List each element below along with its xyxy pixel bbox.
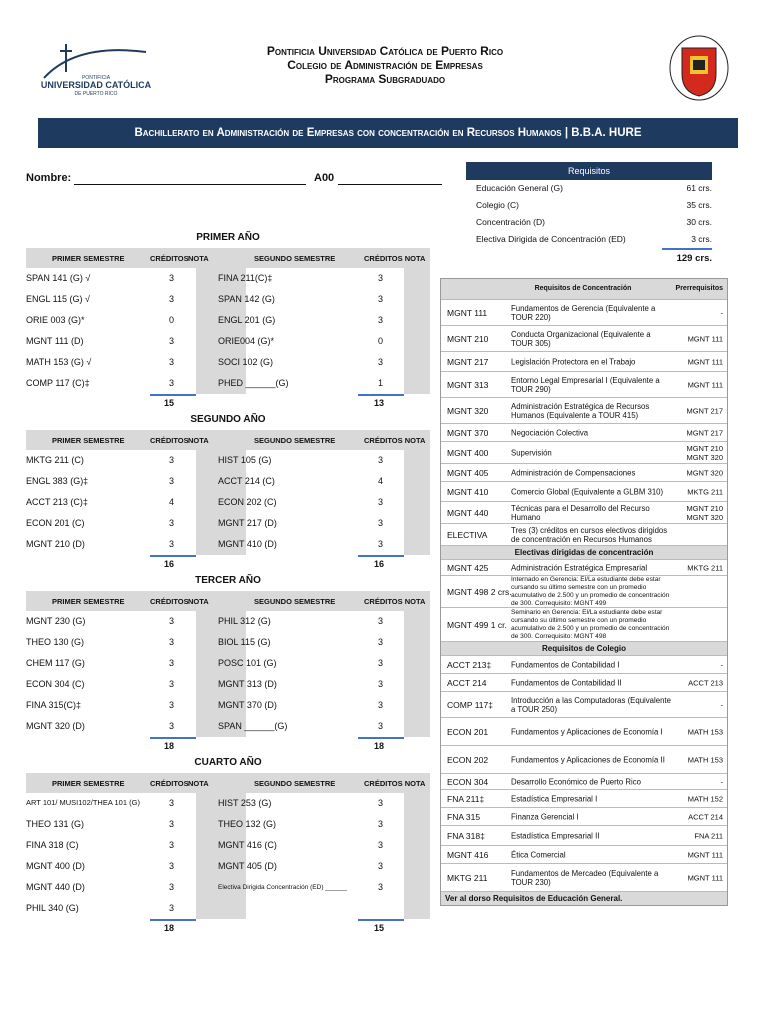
credits-first: 3 <box>169 539 175 549</box>
course-row <box>26 450 430 471</box>
course-requirement-row <box>441 397 727 423</box>
course-requirement-row <box>441 655 727 673</box>
year-title: TERCER AÑO <box>195 575 261 586</box>
course-row <box>26 793 430 814</box>
course-row <box>26 611 430 632</box>
credits-second: 3 <box>378 637 384 647</box>
requirement-item <box>466 197 712 214</box>
credits-second: 3 <box>378 882 384 892</box>
prerequisite: - <box>720 660 723 669</box>
requirement-item <box>466 214 712 231</box>
course-second: ORIE004 (G)* <box>218 336 275 346</box>
course-code: FNA 211‡ <box>447 793 485 804</box>
course-second: MGNT 416 (C) <box>218 840 277 850</box>
course-row <box>26 373 430 394</box>
course-second: PHED ______(G) <box>218 378 289 388</box>
semester-header-row <box>26 248 430 268</box>
prerequisite: ACCT 213 <box>688 678 723 687</box>
course-requirement-row <box>441 863 727 891</box>
course-title: Administración Estratégica Empresarial <box>511 563 648 572</box>
credits-first: 3 <box>169 616 175 626</box>
course-first: FINA 318 (C) <box>26 840 79 850</box>
program-banner: Bachillerato en Administración de Empresas con concentración en Recursos Humanos | B.B.A. HURE <box>38 118 738 148</box>
course-title: Comercio Global (Equivalente a GLBM 310) <box>511 487 664 496</box>
course-first: MGNT 210 (D) <box>26 539 85 549</box>
course-title: Negociación Colectiva <box>511 428 589 437</box>
requirement-label: Educación General (G) <box>476 183 563 193</box>
course-title: Fundamentos y Aplicaciones de Economía I <box>511 727 663 736</box>
semester-header-row <box>26 773 430 793</box>
course-row <box>26 898 430 919</box>
course-title: Tres (3) créditos en cursos electivos dirigidos de concentración en Recursos Humanos <box>511 525 668 544</box>
directed-electives-header: Electivas dirigidas de concentración <box>441 545 727 559</box>
requirements-title: Requisitos <box>466 162 712 180</box>
course-second: FINA 211(C)‡ <box>218 273 273 283</box>
second-semester-total: 16 <box>374 559 385 569</box>
course-requirement-row <box>441 523 727 545</box>
year-title: CUARTO AÑO <box>194 757 262 768</box>
credits-first: 3 <box>169 455 175 465</box>
course-code: ELECTIVA <box>447 529 488 540</box>
prerequisite: MGNT 111 <box>687 357 723 366</box>
course-second: MGNT 370 (D) <box>218 700 277 710</box>
prerequisite: MGNT 111 <box>687 380 723 389</box>
credits-first: 3 <box>169 658 175 668</box>
year-title: SEGUNDO AÑO <box>190 414 266 425</box>
credits-header: CRÉDITOS <box>150 436 189 445</box>
course-row <box>26 289 430 310</box>
course-second: ACCT 214 (C) <box>218 476 275 486</box>
credits-first: 3 <box>169 798 175 808</box>
prerequisite: MGNT 111 <box>687 873 723 882</box>
course-row <box>26 310 430 331</box>
course-title: Supervisión <box>511 448 552 457</box>
requirement-credits: 61 crs. <box>686 183 712 193</box>
credits-grade-header: CRÉDITOS NOTA <box>364 254 426 263</box>
requirement-item <box>466 231 712 248</box>
credits-first: 3 <box>169 840 175 850</box>
requirement-label: Colegio (C) <box>476 200 519 210</box>
prerequisite: MKTG 211 <box>687 487 723 496</box>
course-requirement-row <box>441 501 727 523</box>
credits-first: 3 <box>169 637 175 647</box>
course-requirement-row <box>441 789 727 807</box>
course-first: ORIE 003 (G)* <box>26 315 85 325</box>
course-title: Fundamentos de Mercadeo (Equivalente a TOUR 230) <box>511 868 659 887</box>
course-row <box>26 856 430 877</box>
credits-second: 3 <box>378 455 384 465</box>
credits-first: 3 <box>169 721 175 731</box>
course-title: Desarrollo Económico de Puerto Rico <box>511 777 642 786</box>
prerequisite: MATH 153 <box>687 727 723 736</box>
grade-header: NOTA <box>188 436 209 445</box>
prerequisite: - <box>720 700 723 709</box>
credits-second: 3 <box>378 679 384 689</box>
course-title: Estadística Empresarial I <box>511 794 598 803</box>
course-code: COMP 117‡ <box>447 699 493 710</box>
course-second: Electiva Dirigida Concentración (ED) ______ <box>218 884 347 891</box>
course-code: MGNT 210 <box>447 333 489 344</box>
second-semester-header: SEGUNDO SEMESTRE <box>254 254 336 263</box>
course-row <box>26 835 430 856</box>
credits-grade-header: CRÉDITOS NOTA <box>364 597 426 606</box>
credits-first: 4 <box>169 497 175 507</box>
course-second: ENGL 201 (G) <box>218 315 276 325</box>
course-first: MGNT 230 (G) <box>26 616 86 626</box>
course-second: MGNT 405 (D) <box>218 861 277 871</box>
requirement-label: Electiva Dirigida de Concentración (ED) <box>476 234 626 244</box>
credits-second: 1 <box>378 378 384 388</box>
svg-text:UNIVERSIDAD CATÓLICA: UNIVERSIDAD CATÓLICA <box>40 80 152 90</box>
name-field[interactable] <box>74 184 306 185</box>
course-code: ACCT 214 <box>447 677 487 688</box>
course-code: ECON 201 <box>447 726 489 737</box>
credits-second: 3 <box>378 840 384 850</box>
course-code: MGNT 416 <box>447 849 489 860</box>
id-label: A00 <box>314 172 335 184</box>
credits-header: CRÉDITOS <box>150 254 189 263</box>
total-underline <box>358 555 404 557</box>
id-field[interactable] <box>338 184 442 185</box>
course-title: Entorno Legal Empresarial I (Equivalente a TOUR 290) <box>511 375 660 394</box>
course-requirement-row <box>441 575 727 607</box>
credits-second: 3 <box>378 273 384 283</box>
total-underline <box>150 919 196 921</box>
course-code: MGNT 370 <box>447 427 489 438</box>
second-semester-header: SEGUNDO SEMESTRE <box>254 779 336 788</box>
credits-grade-header: CRÉDITOS NOTA <box>364 779 426 788</box>
course-first: ACCT 213 (C)‡ <box>26 497 88 507</box>
first-semester-total: 18 <box>164 923 175 933</box>
course-first: ECON 304 (C) <box>26 679 85 689</box>
course-first: MGNT 111 (D) <box>26 336 84 346</box>
college-name: Colegio de Administración de Empresas <box>287 58 483 72</box>
requirements-summary <box>466 162 712 267</box>
total-underline <box>358 919 404 921</box>
prerequisite: MKTG 211 <box>687 563 723 572</box>
course-code: MGNT 440 <box>447 507 489 518</box>
first-semester-header: PRIMER SEMESTRE <box>52 597 125 606</box>
credits-first: 3 <box>169 378 175 388</box>
course-row <box>26 653 430 674</box>
course-title: Técnicas para el Desarrollo del Recurso Humano <box>511 503 650 522</box>
course-first: PHIL 340 (G) <box>26 903 79 913</box>
program-name: Programa Subgraduado <box>324 72 446 86</box>
requirement-credits: 3 crs. <box>691 234 712 244</box>
grade-header: NOTA <box>188 597 209 606</box>
course-second: HIST 105 (G) <box>218 455 272 465</box>
concentration-header-label: Requisitos de Concentración <box>534 285 632 292</box>
second-semester-header: SEGUNDO SEMESTRE <box>254 597 336 606</box>
course-code: ECON 202 <box>447 754 489 765</box>
prerequisite: MGNT 111 <box>687 850 723 859</box>
credits-first: 3 <box>169 679 175 689</box>
credits-first: 3 <box>169 273 175 283</box>
course-code: ACCT 213‡ <box>447 659 492 670</box>
course-requirement-row <box>441 423 727 441</box>
prerequisite: MGNT 320 <box>686 468 723 477</box>
prerequisite: MATH 153 <box>687 755 723 764</box>
course-row <box>26 695 430 716</box>
course-first: ECON 201 (C) <box>26 518 85 528</box>
course-first: MGNT 440 (D) <box>26 882 85 892</box>
total-underline <box>358 394 404 396</box>
prerequisites-header: Prerrequisitos <box>675 285 723 292</box>
credits-second: 3 <box>378 315 384 325</box>
credits-grade-header: CRÉDITOS NOTA <box>364 436 426 445</box>
course-row <box>26 534 430 555</box>
course-title: Ética Comercial <box>511 850 566 859</box>
prerequisite: FNA 211 <box>694 831 723 840</box>
first-semester-header: PRIMER SEMESTRE <box>52 254 125 263</box>
course-code: MGNT 410 <box>447 486 489 497</box>
requirements-total: 129 crs. <box>676 253 712 264</box>
second-semester-total: 13 <box>374 398 385 408</box>
course-first: MKTG 211 (C) <box>26 455 84 465</box>
semester-header-row <box>26 591 430 611</box>
course-title: Legislación Protectora en el Trabajo <box>511 357 636 366</box>
credits-header: CRÉDITOS <box>150 779 189 788</box>
course-title: Fundamentos de Gerencia (Equivalente a TOUR 220) <box>511 303 656 322</box>
credits-second: 3 <box>378 497 384 507</box>
semester-header-row <box>26 430 430 450</box>
course-title: Fundamentos de Contabilidad II <box>511 678 622 687</box>
credits-second: 3 <box>378 539 384 549</box>
course-first: THEO 130 (G) <box>26 637 85 647</box>
course-row <box>26 674 430 695</box>
course-requirement-row <box>441 691 727 717</box>
first-semester-header: PRIMER SEMESTRE <box>52 436 125 445</box>
course-requirement-row <box>441 607 727 641</box>
second-semester-total: 18 <box>374 741 385 751</box>
course-title: Seminario en Gerencia: El/La estudiante debe estar cursando su último semestre con un promedio acumulativo de 2.500 y un promedio de concentración de 300. Correquisito: MGNT 498 <box>511 608 670 640</box>
course-first: CHEM 117 (G) <box>26 658 85 668</box>
name-label: Nombre: <box>26 172 72 184</box>
prerequisite: MATH 152 <box>687 794 723 803</box>
course-second: HIST 253 (G) <box>218 798 272 808</box>
course-second: PHIL 312 (G) <box>218 616 271 626</box>
course-requirement-row <box>441 463 727 481</box>
credits-first: 3 <box>169 819 175 829</box>
course-first: ENGL 115 (G) √ <box>26 294 90 304</box>
prerequisite: - <box>720 777 723 786</box>
course-code: ECON 304 <box>447 776 489 787</box>
course-second: BIOL 115 (G) <box>218 637 271 647</box>
credits-second: 3 <box>378 819 384 829</box>
course-code: FNA 318‡ <box>447 830 485 841</box>
course-requirement-row <box>441 441 727 463</box>
course-code: MGNT 313 <box>447 379 489 390</box>
course-first: MGNT 400 (D) <box>26 861 85 871</box>
course-requirement-row <box>441 351 727 371</box>
course-requirement-row <box>441 481 727 501</box>
grade-header: NOTA <box>188 779 209 788</box>
course-requirement-row <box>441 807 727 825</box>
course-first: ART 101/ MUSI102/THEA 101 (G) <box>26 798 140 807</box>
credits-header: CRÉDITOS <box>150 597 189 606</box>
requirement-credits: 30 crs. <box>686 217 712 227</box>
credits-second: 3 <box>378 700 384 710</box>
course-first: COMP 117 (C)‡ <box>26 378 90 388</box>
total-underline <box>358 737 404 739</box>
prerequisite: MGNT 111 <box>687 334 723 343</box>
course-first: ENGL 383 (G)‡ <box>26 476 89 486</box>
total-underline <box>150 555 196 557</box>
course-code: MGNT 217 <box>447 356 489 367</box>
course-row <box>26 268 430 289</box>
course-requirement-row <box>441 773 727 789</box>
credits-second: 3 <box>378 357 384 367</box>
course-title: Administración de Compensaciones <box>511 468 636 477</box>
course-code: MGNT 425 <box>447 562 489 573</box>
course-second: MGNT 217 (D) <box>218 518 277 528</box>
course-row <box>26 331 430 352</box>
course-requirement-row <box>441 559 727 575</box>
course-code: MGNT 405 <box>447 467 489 478</box>
course-code: MGNT 499 1 cr. <box>447 619 507 630</box>
course-row <box>26 814 430 835</box>
course-row <box>26 632 430 653</box>
credits-second: 3 <box>378 294 384 304</box>
course-second: SPAN 142 (G) <box>218 294 275 304</box>
college-requirements-header: Requisitos de Colegio <box>441 641 727 655</box>
course-title: Internado en Gerencia: El/La estudiante debe estar cursando su último semestre con un promedio acumulativo de 2.500 y un promedio de concentración de 300. Correquisito: MGNT 499 <box>511 575 670 607</box>
course-row <box>26 877 430 898</box>
first-semester-total: 18 <box>164 741 175 751</box>
course-row <box>26 492 430 513</box>
document-header <box>170 44 600 86</box>
university-logo <box>36 38 156 100</box>
course-title: Administración Estratégica de Recursos Humanos (Equivalente a TOUR 415) <box>511 401 650 420</box>
course-first: MGNT 320 (D) <box>26 721 85 731</box>
credits-second: 4 <box>378 476 384 486</box>
course-title: Introducción a las Computadoras (Equivalente a TOUR 250) <box>511 695 671 714</box>
course-row <box>26 352 430 373</box>
course-first: MATH 153 (G) √ <box>26 357 92 367</box>
grade-header: NOTA <box>188 254 209 263</box>
course-requirement-row <box>441 717 727 745</box>
credits-second: 3 <box>378 798 384 808</box>
credits-first: 3 <box>169 518 175 528</box>
total-underline <box>150 737 196 739</box>
requirement-credits: 35 crs. <box>686 200 712 210</box>
course-title: Finanza Gerencial I <box>511 812 579 821</box>
requirement-label: Concentración (D) <box>476 217 545 227</box>
requirement-item <box>466 180 712 197</box>
university-name: Pontificia Universidad Católica de Puerto Rico <box>266 44 504 58</box>
concentration-table <box>440 278 728 906</box>
first-semester-header: PRIMER SEMESTRE <box>52 779 125 788</box>
year-title: PRIMER AÑO <box>196 232 260 243</box>
credits-second: 0 <box>378 336 384 346</box>
course-row <box>26 513 430 534</box>
prerequisite: ACCT 214 <box>688 812 723 821</box>
course-title: Conducta Organizacional (Equivalente a TOUR 305) <box>511 329 651 348</box>
course-row <box>26 716 430 737</box>
course-requirement-row <box>441 371 727 397</box>
course-second: THEO 132 (G) <box>218 819 277 829</box>
course-plan <box>26 168 430 974</box>
credits-first: 3 <box>169 903 175 913</box>
first-semester-total: 16 <box>164 559 175 569</box>
second-semester-header: SEGUNDO SEMESTRE <box>254 436 336 445</box>
prerequisite: MGNT 210 MGNT 320 <box>686 503 723 522</box>
course-requirement-row <box>441 673 727 691</box>
credits-first: 3 <box>169 294 175 304</box>
course-requirement-row <box>441 845 727 863</box>
course-row <box>26 471 430 492</box>
course-first: FINA 315(C)‡ <box>26 700 82 710</box>
college-seal <box>668 34 730 102</box>
course-second: MGNT 313 (D) <box>218 679 277 689</box>
credits-second: 3 <box>378 616 384 626</box>
prerequisite: MGNT 217 <box>686 428 723 437</box>
credits-second: 3 <box>378 518 384 528</box>
course-code: MGNT 111 <box>447 307 488 318</box>
course-first: THEO 131 (G) <box>26 819 85 829</box>
svg-text:DE PUERTO RICO: DE PUERTO RICO <box>74 91 118 97</box>
credits-first: 0 <box>169 315 175 325</box>
credits-second: 3 <box>378 861 384 871</box>
course-requirement-row <box>441 745 727 773</box>
credits-first: 3 <box>169 700 175 710</box>
prerequisite: MGNT 217 <box>686 406 723 415</box>
course-code: MGNT 400 <box>447 447 489 458</box>
credits-first: 3 <box>169 476 175 486</box>
credits-first: 3 <box>169 882 175 892</box>
credits-second: 3 <box>378 721 384 731</box>
course-first: SPAN 141 (G) √ <box>26 273 91 283</box>
course-second: POSC 101 (G) <box>218 658 277 668</box>
credits-first: 3 <box>169 861 175 871</box>
course-code: MGNT 320 <box>447 405 489 416</box>
course-code: MKTG 211 <box>447 872 488 883</box>
total-underline <box>150 394 196 396</box>
credits-second: 3 <box>378 658 384 668</box>
course-requirement-row <box>441 325 727 351</box>
first-semester-total: 15 <box>164 398 175 408</box>
prerequisite: MGNT 210 MGNT 320 <box>686 443 723 462</box>
course-second: SOCI 102 (G) <box>218 357 274 367</box>
course-requirement-row <box>441 299 727 325</box>
course-code: FNA 315 <box>447 811 481 822</box>
course-second: MGNT 410 (D) <box>218 539 277 549</box>
course-second: SPAN ______(G) <box>218 721 288 731</box>
course-second: ECON 202 (C) <box>218 497 277 507</box>
course-title: Fundamentos de Contabilidad I <box>511 660 620 669</box>
credits-first: 3 <box>169 357 175 367</box>
credits-first: 3 <box>169 336 175 346</box>
course-requirement-row <box>441 825 727 845</box>
svg-text:PONTIFICIA: PONTIFICIA <box>81 75 111 81</box>
course-title: Fundamentos y Aplicaciones de Economía II <box>511 755 665 764</box>
concentration-header <box>441 279 727 299</box>
prerequisite: - <box>720 308 723 317</box>
course-title: Estadística Empresarial II <box>511 831 600 840</box>
course-code: MGNT 498 2 crs. <box>447 586 512 597</box>
second-semester-total: 15 <box>374 923 385 933</box>
footer-note: Ver al dorso Requisitos de Educación General. <box>441 891 727 905</box>
